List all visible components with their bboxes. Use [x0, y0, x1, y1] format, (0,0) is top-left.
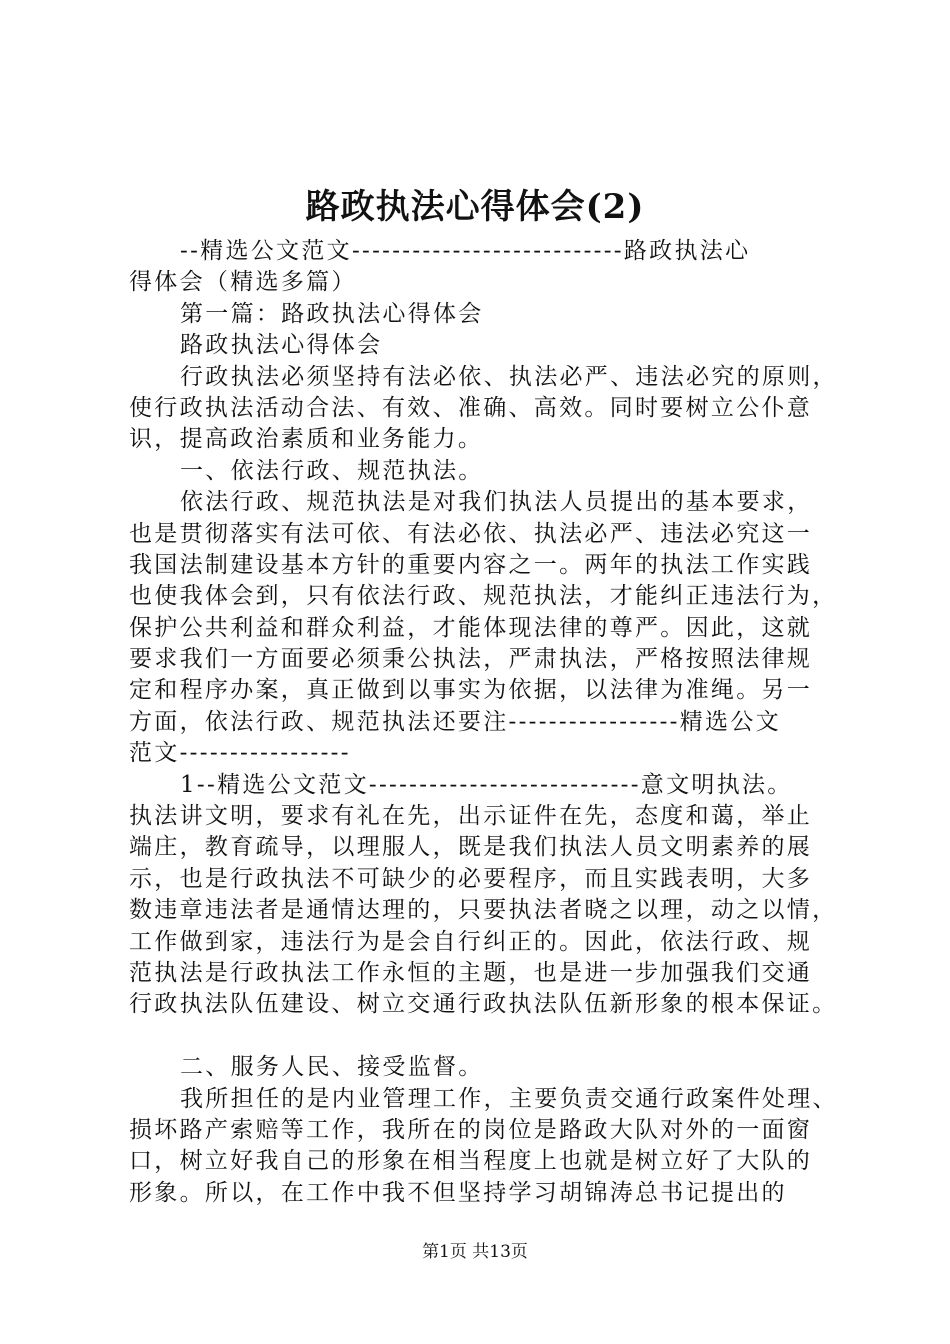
body-line: 形象。所以，在工作中我不但坚持学习胡锦涛总书记提出的 — [129, 1179, 787, 1206]
body-line: 保护公共利益和群众利益，才能体现法律的尊严。因此，这就 — [129, 614, 813, 641]
body-line: 得体会（精选多篇） — [129, 269, 357, 296]
section-heading: 一、依法行政、规范执法。 — [180, 457, 484, 484]
body-line: 示，也是行政执法不可缺少的必要程序，而且实践表明，大多 — [129, 865, 813, 892]
body-line: 使行政执法活动合法、有效、准确、高效。同时要树立公仆意 — [129, 394, 813, 421]
body-line: 执法讲文明，要求有礼在先，出示证件在先，态度和蔼，举止 — [129, 803, 813, 830]
subtitle-line: 路政执法心得体会 — [180, 332, 383, 359]
body-line: 识，提高政治素质和业务能力。 — [129, 426, 484, 453]
section-heading: 二、服务人民、接受监督。 — [180, 1054, 484, 1081]
body-line: 依法行政、规范执法是对我们执法人员提出的基本要求， — [180, 489, 813, 516]
body-line: 1--精选公文范文---------------------------意文明执法。 — [180, 771, 793, 798]
body-line: 端庄，教育疏导，以理服人，既是我们执法人员文明素养的展 — [129, 834, 813, 861]
document-title: 路政执法心得体会(2) — [305, 187, 645, 227]
body-line: 数违章违法者是通情达理的，只要执法者晓之以理，动之以情， — [129, 897, 838, 924]
blank-line — [129, 1021, 829, 1052]
section-heading: 第一篇：路政执法心得体会 — [180, 300, 484, 327]
body-line: 范文----------------- — [129, 740, 351, 767]
body-line: 方面，依法行政、规范执法还要注-----------------精选公文 — [129, 708, 781, 735]
body-line: 要求我们一方面要必须秉公执法，严肃执法，严格按照法律规 — [129, 646, 813, 673]
body-line: 我国法制建设基本方针的重要内容之一。两年的执法工作实践 — [129, 551, 813, 578]
body-line: 定和程序办案，真正做到以事实为依据，以法律为准绳。另一 — [129, 677, 813, 704]
document-body — [129, 236, 838, 1209]
body-line: 也是贯彻落实有法可依、有法必依、执法必严、违法必究这一 — [129, 520, 813, 547]
body-line: 我所担任的是内业管理工作，主要负责交通行政案件处理、 — [180, 1085, 838, 1112]
body-line: 范执法是行政执法工作永恒的主题，也是进一步加强我们交通 — [129, 959, 813, 986]
body-line: 行政执法队伍建设、树立交通行政执法队伍新形象的根本保证。 — [129, 991, 838, 1018]
body-line: 行政执法必须坚持有法必依、执法必严、违法必究的原则， — [180, 363, 838, 390]
body-line: 损坏路产索赔等工作，我所在的岗位是路政大队对外的一面窗 — [129, 1116, 813, 1143]
body-line: 口，树立好我自己的形象在相当程度上也就是树立好了大队的 — [129, 1148, 813, 1175]
body-line: 工作做到家，违法行为是会自行纠正的。因此，依法行政、规 — [129, 928, 813, 955]
body-line: 也使我体会到，只有依法行政、规范执法，才能纠正违法行为， — [129, 583, 838, 610]
body-line: --精选公文范文---------------------------路政执法心 — [180, 238, 751, 264]
page-number: 第1页 共13页 — [422, 1242, 528, 1262]
